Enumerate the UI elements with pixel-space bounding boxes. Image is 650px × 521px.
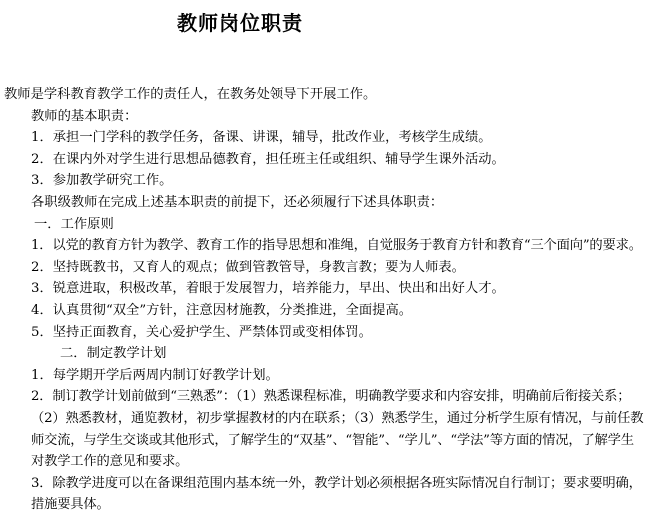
paragraph: 一．工作原则 <box>34 216 114 232</box>
paragraph: 3．锐意进取，积极改革，着眼于发展智力，培养能力，早出、快出和出好人才。 <box>31 281 505 297</box>
paragraph: 5．坚持正面教育，关心爱护学生、严禁体罚或变相体罚。 <box>31 324 372 340</box>
paragraph: 4．认真贯彻“双全”方针，注意因材施教，分类推进，全面提高。 <box>31 302 413 318</box>
document-body <box>4 84 644 516</box>
paragraph: 1．承担一门学科的教学任务，备课、讲课，辅导，批改作业，考核学生成绩。 <box>31 130 492 146</box>
paragraph: 1．以党的教育方针为教学、教育工作的指导思想和准绳，自觉服务于教育方针和教育“三个面向”的要求。 <box>31 238 642 254</box>
paragraph: 教师的基本职责： <box>31 108 138 124</box>
paragraph: 2．在课内外对学生进行思想品德教育，担任班主任或组织、辅导学生课外活动。 <box>31 151 505 167</box>
paragraph: 二．制定教学计划 <box>60 346 167 362</box>
paragraph: 3．除教学进度可以在备课组范围内基本统一外，教学计划必须根据各班实际情况自行制订；要求要明确，措施要具体。 <box>31 475 642 513</box>
paragraph: 教师是学科教育教学工作的责任人，在教务处领导下开展工作。 <box>4 87 377 102</box>
paragraph: 各职级教师在完成上述基本职责的前提下，还必须履行下述具体职责： <box>31 194 444 210</box>
paragraph: 3．参加教学研究工作。 <box>31 173 173 189</box>
paragraph: 2．制订教学计划前做到“三熟悉”：（1）熟悉课程标准，明确教学要求和内容安排，明确前后衔接关系；（2）熟悉教材，通览教材，初步掌握教材的内在联系；（3）熟悉学生，通过分析学生原有情况，与前任教师交流，与学生交谈或其他形式，了解学生的“双基”、“智能”、“学儿”、“学法”等方面的情况，了解学生对教学工作的意见和要求。 <box>31 389 644 470</box>
document-title: 教师岗位职责 <box>177 11 303 35</box>
paragraph: 1．每学期开学后两周内制订好教学计划。 <box>31 367 279 383</box>
paragraph: 2．坚持既教书，又育人的观点；做到管教管导，身教言教；要为人师表。 <box>31 259 465 275</box>
